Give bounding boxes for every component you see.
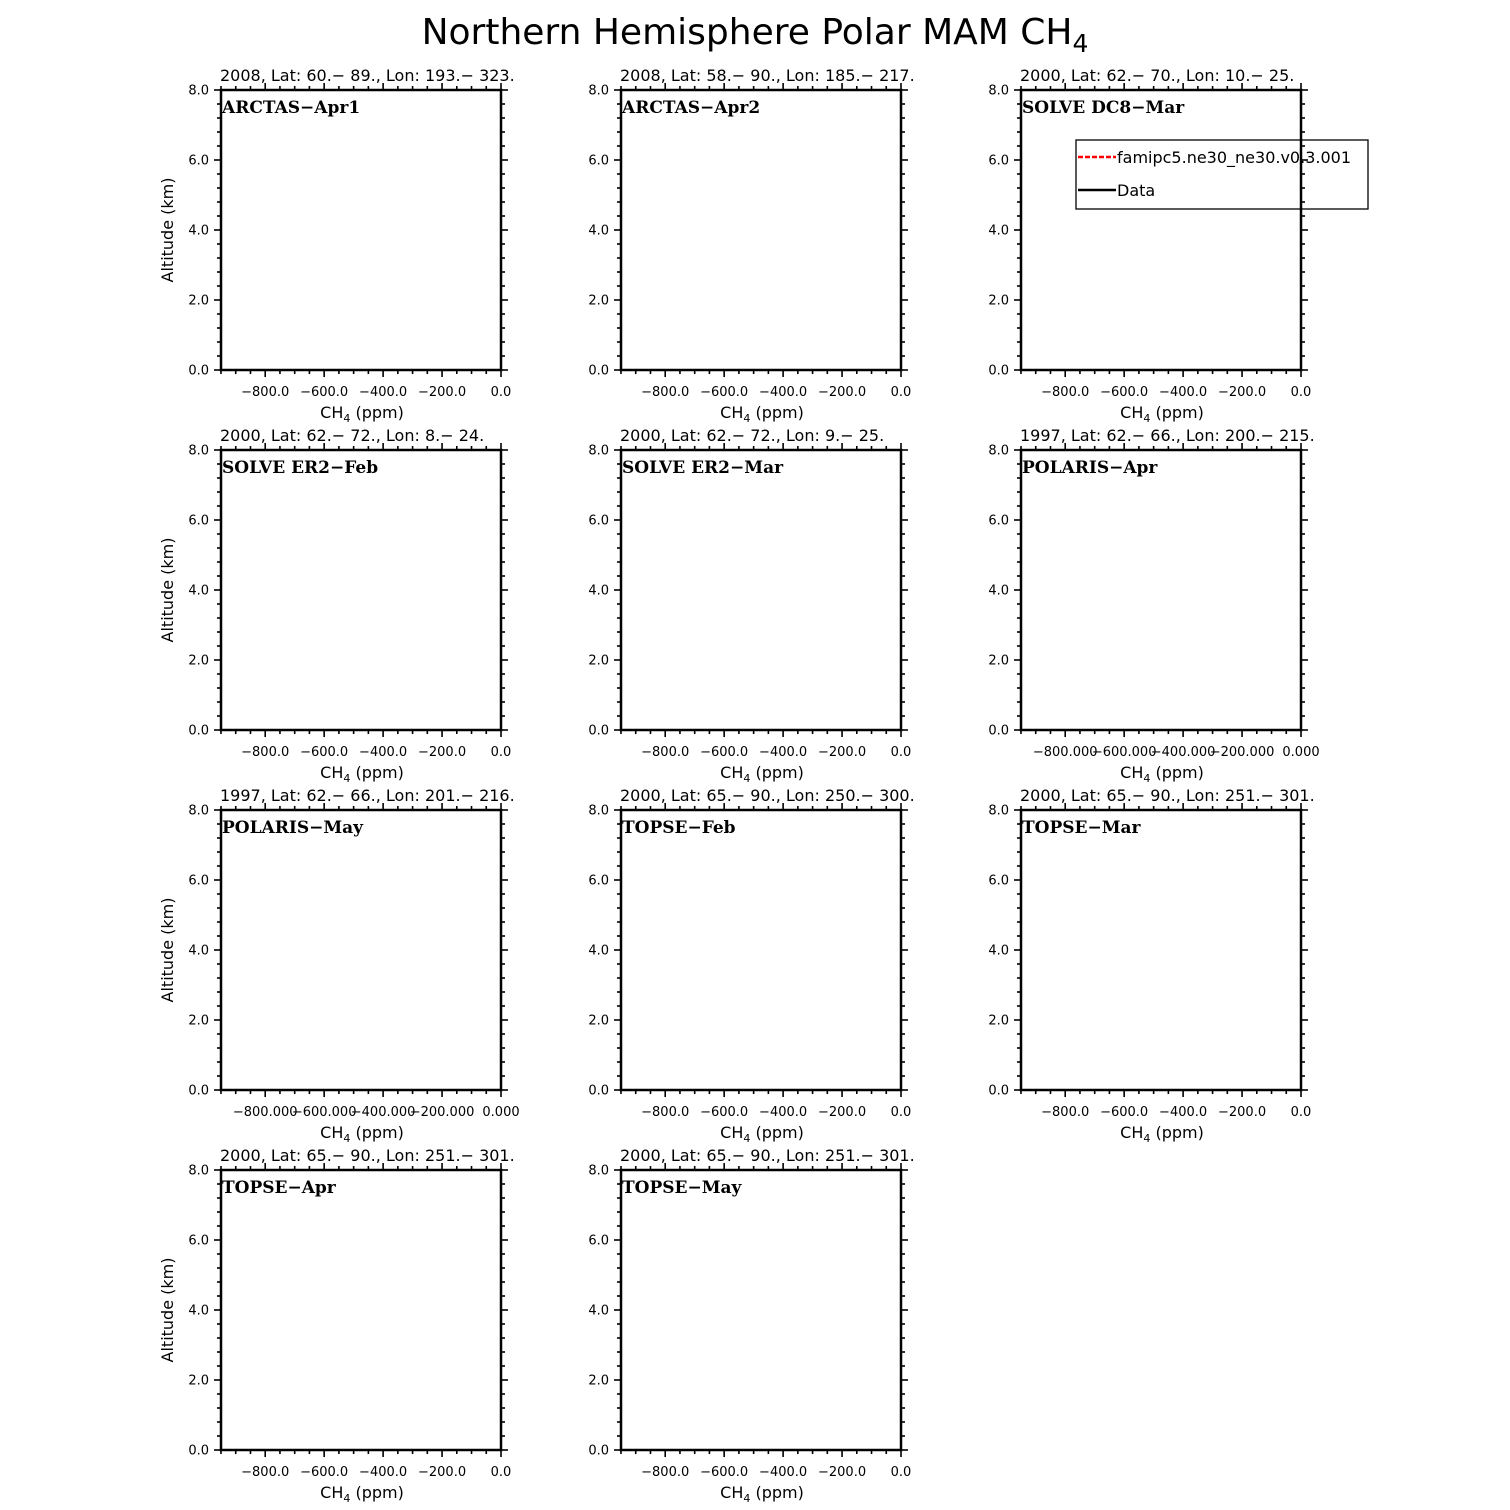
x-axis-label-prefix: CH	[720, 403, 744, 422]
y-tick-label: 8.0	[588, 803, 609, 819]
panel-header: 2000, Lat: 65.− 90., Lon: 251.− 301.	[620, 1146, 915, 1165]
x-axis-label-suffix: (ppm)	[750, 1483, 804, 1502]
y-tick-label: 0.0	[588, 363, 609, 379]
x-tick-label: −400.000	[1150, 745, 1216, 760]
plot-frame	[1021, 810, 1301, 1090]
panel-name: TOPSE−Apr	[222, 1178, 336, 1198]
y-tick-label: 0.0	[988, 363, 1009, 379]
panel-header: 2000, Lat: 65.− 90., Lon: 251.− 301.	[1020, 786, 1315, 805]
y-tick-label: 6.0	[588, 513, 609, 529]
x-axis-label	[720, 1483, 804, 1505]
legend-label: Data	[1117, 181, 1156, 200]
x-axis-label	[720, 763, 804, 785]
x-tick-label: −800.0	[241, 745, 290, 760]
x-tick-label: 0.0	[1290, 1105, 1312, 1120]
y-axis-label: Altitude (km)	[158, 537, 177, 643]
x-axis-label-subscript: 4	[343, 772, 351, 785]
x-axis-label-subscript: 4	[743, 1132, 751, 1145]
y-tick-label: 8.0	[188, 803, 209, 819]
y-tick-label: 0.0	[988, 1083, 1009, 1099]
y-axis-label: Altitude (km)	[158, 897, 177, 1003]
y-tick-label: 0.0	[588, 1083, 609, 1099]
x-tick-label: −800.0	[1041, 385, 1090, 400]
x-axis-label-suffix: (ppm)	[1150, 763, 1204, 782]
x-axis-label-suffix: (ppm)	[350, 1123, 404, 1142]
x-tick-label: 0.0	[490, 745, 512, 760]
y-tick-label: 6.0	[188, 873, 209, 889]
y-tick-label: 4.0	[188, 223, 209, 239]
x-axis-label	[320, 403, 404, 425]
plot-frame	[621, 450, 901, 730]
x-tick-label: −600.0	[700, 1465, 749, 1480]
x-tick-label: −800.0	[641, 385, 690, 400]
x-tick-label: −400.000	[350, 1105, 416, 1120]
x-tick-label: −600.000	[1091, 745, 1157, 760]
x-axis-label-suffix: (ppm)	[750, 763, 804, 782]
y-tick-label: 0.0	[188, 723, 209, 739]
y-tick-label: 2.0	[588, 293, 609, 309]
x-tick-label: 0.0	[890, 745, 912, 760]
panel-name: TOPSE−Feb	[622, 818, 736, 838]
y-tick-label: 2.0	[988, 1013, 1009, 1029]
x-axis-label	[720, 403, 804, 425]
x-axis-label	[1120, 403, 1204, 425]
x-axis-label-prefix: CH	[320, 763, 344, 782]
x-tick-label: 0.0	[890, 1465, 912, 1480]
x-tick-label: −200.0	[1217, 1105, 1267, 1120]
y-tick-label: 8.0	[988, 443, 1009, 459]
y-tick-label: 2.0	[188, 653, 209, 669]
panel-7	[158, 786, 520, 1145]
x-tick-label: −400.0	[759, 1465, 808, 1480]
panel-header: 2008, Lat: 58.− 90., Lon: 185.− 217.	[620, 66, 915, 85]
x-tick-label: −200.0	[817, 385, 867, 400]
x-tick-label: 0.0	[490, 385, 512, 400]
y-tick-label: 0.0	[188, 1443, 209, 1459]
x-tick-label: −200.0	[417, 745, 467, 760]
panel-header: 2000, Lat: 65.− 90., Lon: 250.− 300.	[620, 786, 915, 805]
x-axis-label-prefix: CH	[720, 1483, 744, 1502]
x-tick-label: −400.0	[759, 385, 808, 400]
panel-header: 2008, Lat: 60.− 89., Lon: 193.− 323.	[220, 66, 515, 85]
x-tick-label: −200.000	[409, 1105, 475, 1120]
y-tick-label: 2.0	[188, 293, 209, 309]
x-axis-label-prefix: CH	[720, 1123, 744, 1142]
y-tick-label: 4.0	[588, 223, 609, 239]
panel-name: TOPSE−Mar	[1022, 818, 1141, 838]
y-tick-label: 6.0	[188, 1233, 209, 1249]
y-tick-label: 6.0	[588, 873, 609, 889]
panel-name: SOLVE DC8−Mar	[1022, 98, 1185, 118]
x-axis-label-subscript: 4	[1143, 412, 1151, 425]
panel-name: ARCTAS−Apr1	[222, 98, 361, 118]
x-tick-label: −800.0	[641, 745, 690, 760]
x-tick-label: −200.0	[1217, 385, 1267, 400]
y-tick-label: 6.0	[188, 153, 209, 169]
x-axis-label-suffix: (ppm)	[350, 1483, 404, 1502]
x-axis-label	[320, 763, 404, 785]
y-tick-label: 4.0	[988, 583, 1009, 599]
panel-header: 2000, Lat: 65.− 90., Lon: 251.− 301.	[220, 1146, 515, 1165]
x-tick-label: −800.0	[1041, 1105, 1090, 1120]
panel-name: POLARIS−May	[222, 818, 364, 838]
y-tick-label: 4.0	[588, 583, 609, 599]
panel-9	[988, 786, 1314, 1145]
y-tick-label: 0.0	[188, 1083, 209, 1099]
panel-8	[588, 786, 914, 1145]
panel-3	[988, 66, 1368, 425]
x-tick-label: −200.0	[417, 1465, 467, 1480]
x-axis-label-suffix: (ppm)	[750, 1123, 804, 1142]
x-tick-label: −400.0	[359, 745, 408, 760]
y-tick-label: 0.0	[588, 1443, 609, 1459]
x-axis-label-prefix: CH	[320, 1483, 344, 1502]
x-axis-label-subscript: 4	[743, 1492, 751, 1505]
y-tick-label: 4.0	[588, 943, 609, 959]
x-tick-label: −600.0	[300, 385, 349, 400]
y-tick-label: 6.0	[988, 513, 1009, 529]
y-tick-label: 4.0	[988, 943, 1009, 959]
figure-title-text: Northern Hemisphere Polar MAM CH	[421, 12, 1073, 53]
y-tick-label: 6.0	[188, 513, 209, 529]
y-axis-label: Altitude (km)	[158, 177, 177, 283]
panel-6	[988, 426, 1319, 785]
x-axis-label-suffix: (ppm)	[750, 403, 804, 422]
x-tick-label: −600.0	[700, 745, 749, 760]
x-axis-label-suffix: (ppm)	[350, 403, 404, 422]
x-tick-label: −800.000	[1032, 745, 1098, 760]
x-axis-label-suffix: (ppm)	[350, 763, 404, 782]
panel-header: 1997, Lat: 62.− 66., Lon: 201.− 216.	[220, 786, 515, 805]
x-tick-label: −600.0	[1100, 1105, 1149, 1120]
legend-label: famipc5.ne30_ne30.v0.3.001	[1117, 148, 1351, 167]
x-axis-label-subscript: 4	[343, 412, 351, 425]
y-tick-label: 2.0	[988, 293, 1009, 309]
x-tick-label: 0.0	[890, 1105, 912, 1120]
panel-2	[588, 66, 914, 425]
panel-4	[158, 426, 511, 785]
x-tick-label: −200.000	[1209, 745, 1275, 760]
plot-frame	[1021, 450, 1301, 730]
x-axis-label-subscript: 4	[343, 1132, 351, 1145]
x-axis-label-subscript: 4	[1143, 1132, 1151, 1145]
x-axis-label-prefix: CH	[1120, 763, 1144, 782]
x-axis-label-subscript: 4	[743, 412, 751, 425]
x-axis-label-subscript: 4	[343, 1492, 351, 1505]
x-axis-label-prefix: CH	[1120, 403, 1144, 422]
y-tick-label: 2.0	[588, 1373, 609, 1389]
x-tick-label: −600.0	[700, 1105, 749, 1120]
panel-1	[158, 66, 515, 425]
x-axis-label-subscript: 4	[743, 772, 751, 785]
x-tick-label: −200.0	[417, 385, 467, 400]
y-tick-label: 8.0	[588, 443, 609, 459]
x-axis-label-suffix: (ppm)	[1150, 1123, 1204, 1142]
plot-frame	[621, 810, 901, 1090]
x-tick-label: −800.000	[232, 1105, 298, 1120]
y-tick-label: 6.0	[988, 153, 1009, 169]
y-tick-label: 6.0	[588, 1233, 609, 1249]
y-tick-label: 4.0	[188, 583, 209, 599]
y-tick-label: 2.0	[188, 1013, 209, 1029]
x-tick-label: −400.0	[1159, 385, 1208, 400]
x-tick-label: −600.0	[300, 1465, 349, 1480]
plot-frame	[221, 90, 501, 370]
x-axis-label	[1120, 763, 1204, 785]
x-tick-label: 0.000	[1282, 745, 1320, 760]
x-tick-label: −200.0	[817, 745, 867, 760]
x-tick-label: −600.0	[300, 745, 349, 760]
x-tick-label: −800.0	[641, 1465, 690, 1480]
y-tick-label: 4.0	[588, 1303, 609, 1319]
panel-header: 2000, Lat: 62.− 72., Lon: 9.− 25.	[620, 426, 885, 445]
plot-frame	[621, 1170, 901, 1450]
plot-frame	[221, 450, 501, 730]
x-tick-label: −200.0	[817, 1105, 867, 1120]
panel-header: 2000, Lat: 62.− 70., Lon: 10.− 25.	[1020, 66, 1295, 85]
legend	[1076, 140, 1368, 209]
x-tick-label: −400.0	[1159, 1105, 1208, 1120]
y-tick-label: 2.0	[188, 1373, 209, 1389]
plot-frame	[221, 1170, 501, 1450]
x-tick-label: −600.0	[1100, 385, 1149, 400]
panel-name: ARCTAS−Apr2	[622, 98, 761, 118]
x-axis-label-prefix: CH	[320, 403, 344, 422]
y-tick-label: 0.0	[588, 723, 609, 739]
x-tick-label: 0.0	[890, 385, 912, 400]
y-tick-label: 2.0	[588, 653, 609, 669]
panel-5	[588, 426, 911, 785]
x-tick-label: −800.0	[641, 1105, 690, 1120]
x-tick-label: −600.000	[291, 1105, 357, 1120]
x-tick-label: −600.0	[700, 385, 749, 400]
x-tick-label: 0.0	[1290, 385, 1312, 400]
x-axis-label-suffix: (ppm)	[1150, 403, 1204, 422]
y-tick-label: 4.0	[188, 943, 209, 959]
plot-frame	[1021, 90, 1301, 370]
x-axis-label-prefix: CH	[320, 1123, 344, 1142]
x-tick-label: −400.0	[359, 1465, 408, 1480]
plot-frame	[221, 810, 501, 1090]
x-tick-label: −200.0	[817, 1465, 867, 1480]
y-tick-label: 4.0	[988, 223, 1009, 239]
x-axis-label	[320, 1123, 404, 1145]
y-tick-label: 2.0	[988, 653, 1009, 669]
y-tick-label: 4.0	[188, 1303, 209, 1319]
x-tick-label: −400.0	[359, 385, 408, 400]
panel-grid	[158, 66, 1368, 1505]
panel-name: SOLVE ER2−Mar	[622, 458, 784, 478]
panel-name: SOLVE ER2−Feb	[222, 458, 379, 478]
x-tick-label: −800.0	[241, 1465, 290, 1480]
figure-title-subscript: 4	[1072, 29, 1089, 58]
panel-name: TOPSE−May	[622, 1178, 742, 1198]
x-tick-label: −400.0	[759, 1105, 808, 1120]
x-tick-label: −800.0	[241, 385, 290, 400]
y-tick-label: 2.0	[588, 1013, 609, 1029]
y-tick-label: 8.0	[188, 443, 209, 459]
y-tick-label: 8.0	[588, 1163, 609, 1179]
y-tick-label: 8.0	[988, 803, 1009, 819]
y-tick-label: 8.0	[988, 83, 1009, 99]
figure-title	[422, 12, 1089, 58]
y-tick-label: 8.0	[188, 1163, 209, 1179]
panel-name: POLARIS−Apr	[1022, 458, 1158, 478]
x-axis-label-subscript: 4	[1143, 772, 1151, 785]
y-tick-label: 6.0	[588, 153, 609, 169]
y-tick-label: 8.0	[188, 83, 209, 99]
panel-header: 2000, Lat: 62.− 72., Lon: 8.− 24.	[220, 426, 485, 445]
x-tick-label: 0.0	[490, 1465, 512, 1480]
y-tick-label: 0.0	[188, 363, 209, 379]
x-axis-label	[1120, 1123, 1204, 1145]
y-tick-label: 0.0	[988, 723, 1009, 739]
panel-11	[588, 1146, 914, 1505]
x-tick-label: −400.0	[759, 745, 808, 760]
y-tick-label: 8.0	[588, 83, 609, 99]
y-tick-label: 6.0	[988, 873, 1009, 889]
x-tick-label: 0.000	[482, 1105, 520, 1120]
x-axis-label-prefix: CH	[1120, 1123, 1144, 1142]
x-axis-label	[320, 1483, 404, 1505]
panel-10	[158, 1146, 515, 1505]
panel-header: 1997, Lat: 62.− 66., Lon: 200.− 215.	[1020, 426, 1315, 445]
y-axis-label: Altitude (km)	[158, 1257, 177, 1363]
x-axis-label-prefix: CH	[720, 763, 744, 782]
plot-frame	[621, 90, 901, 370]
x-axis-label	[720, 1123, 804, 1145]
